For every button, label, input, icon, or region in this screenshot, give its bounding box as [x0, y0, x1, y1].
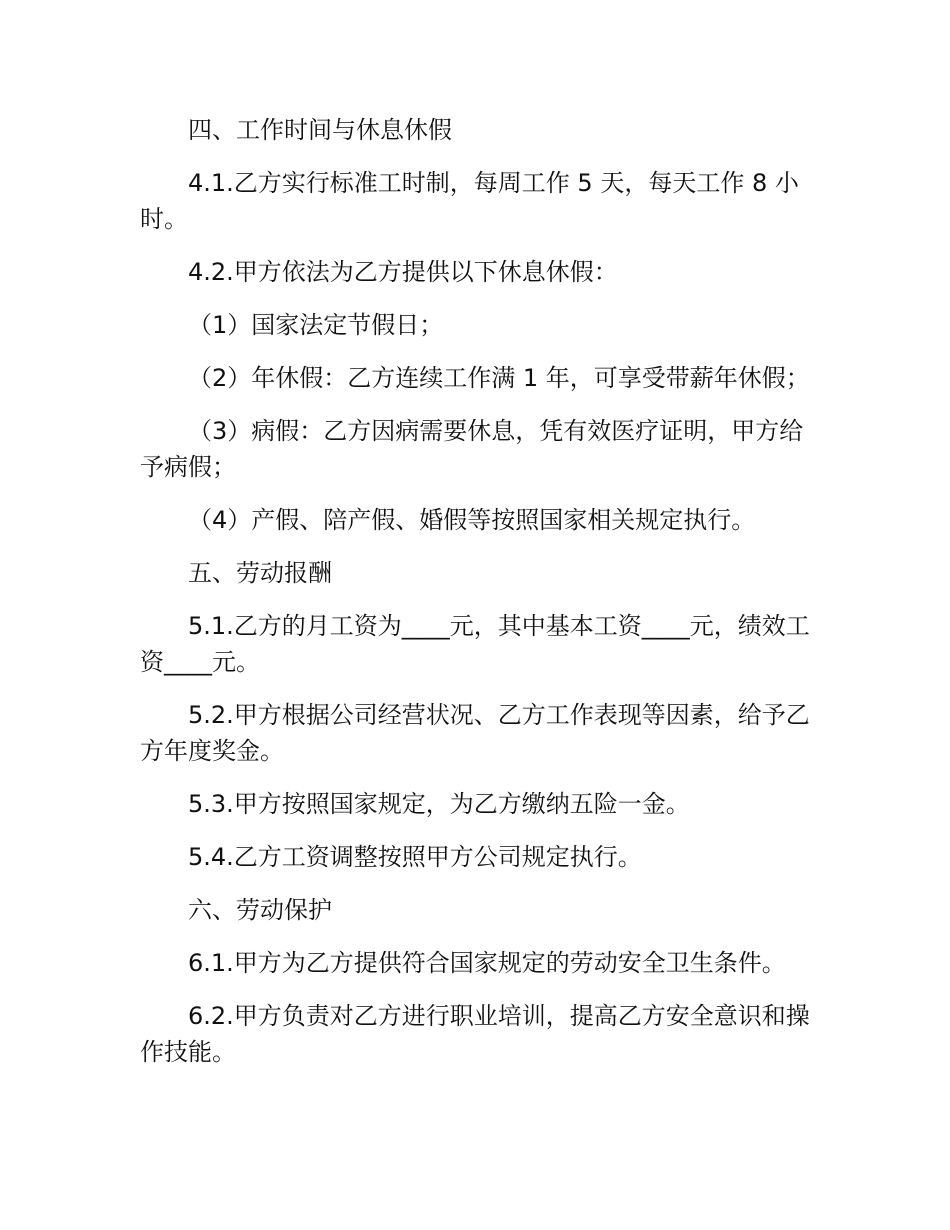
section-heading-work-hours: 四、工作时间与休息休假 [188, 116, 452, 144]
clause-6-1: 6.1.甲方为乙方提供符合国家规定的劳动安全卫生条件。 [188, 949, 786, 977]
clause-6-2: 6.2.甲方负责对乙方进行职业培训，提高乙方安全意识和操作技能。 [140, 1002, 810, 1066]
clause-4-1: 4.1.乙方实行标准工时制，每周工作 5 天，每天工作 8 小时。 [140, 169, 799, 233]
list-item-1: （1）国家法定节假日； [188, 311, 444, 339]
section-heading-remuneration: 五、劳动报酬 [188, 559, 332, 587]
clause-4-2: 4.2.甲方依法为乙方提供以下休息休假： [188, 258, 618, 286]
section-heading-protection: 六、劳动保护 [188, 896, 332, 924]
clause-5-2: 5.2.甲方根据公司经营状况、乙方工作表现等因素，给予乙方年度奖金。 [140, 701, 810, 765]
list-item-3: （3）病假：乙方因病需要休息，凭有效医疗证明，甲方给予病假； [140, 417, 804, 481]
clause-5-3: 5.3.甲方按照国家规定，为乙方缴纳五险一金。 [188, 790, 690, 818]
document-body [140, 112, 810, 1087]
clause-5-1: 5.1.乙方的月工资为____元，其中基本工资____元，绩效工资____元。 [140, 612, 810, 676]
clause-5-4: 5.4.乙方工资调整按照甲方公司规定执行。 [188, 843, 642, 871]
list-item-4: （4）产假、陪产假、婚假等按照国家相关规定执行。 [188, 506, 756, 534]
list-item-2: （2）年休假：乙方连续工作满 1 年，可享受带薪年休假； [188, 364, 810, 392]
